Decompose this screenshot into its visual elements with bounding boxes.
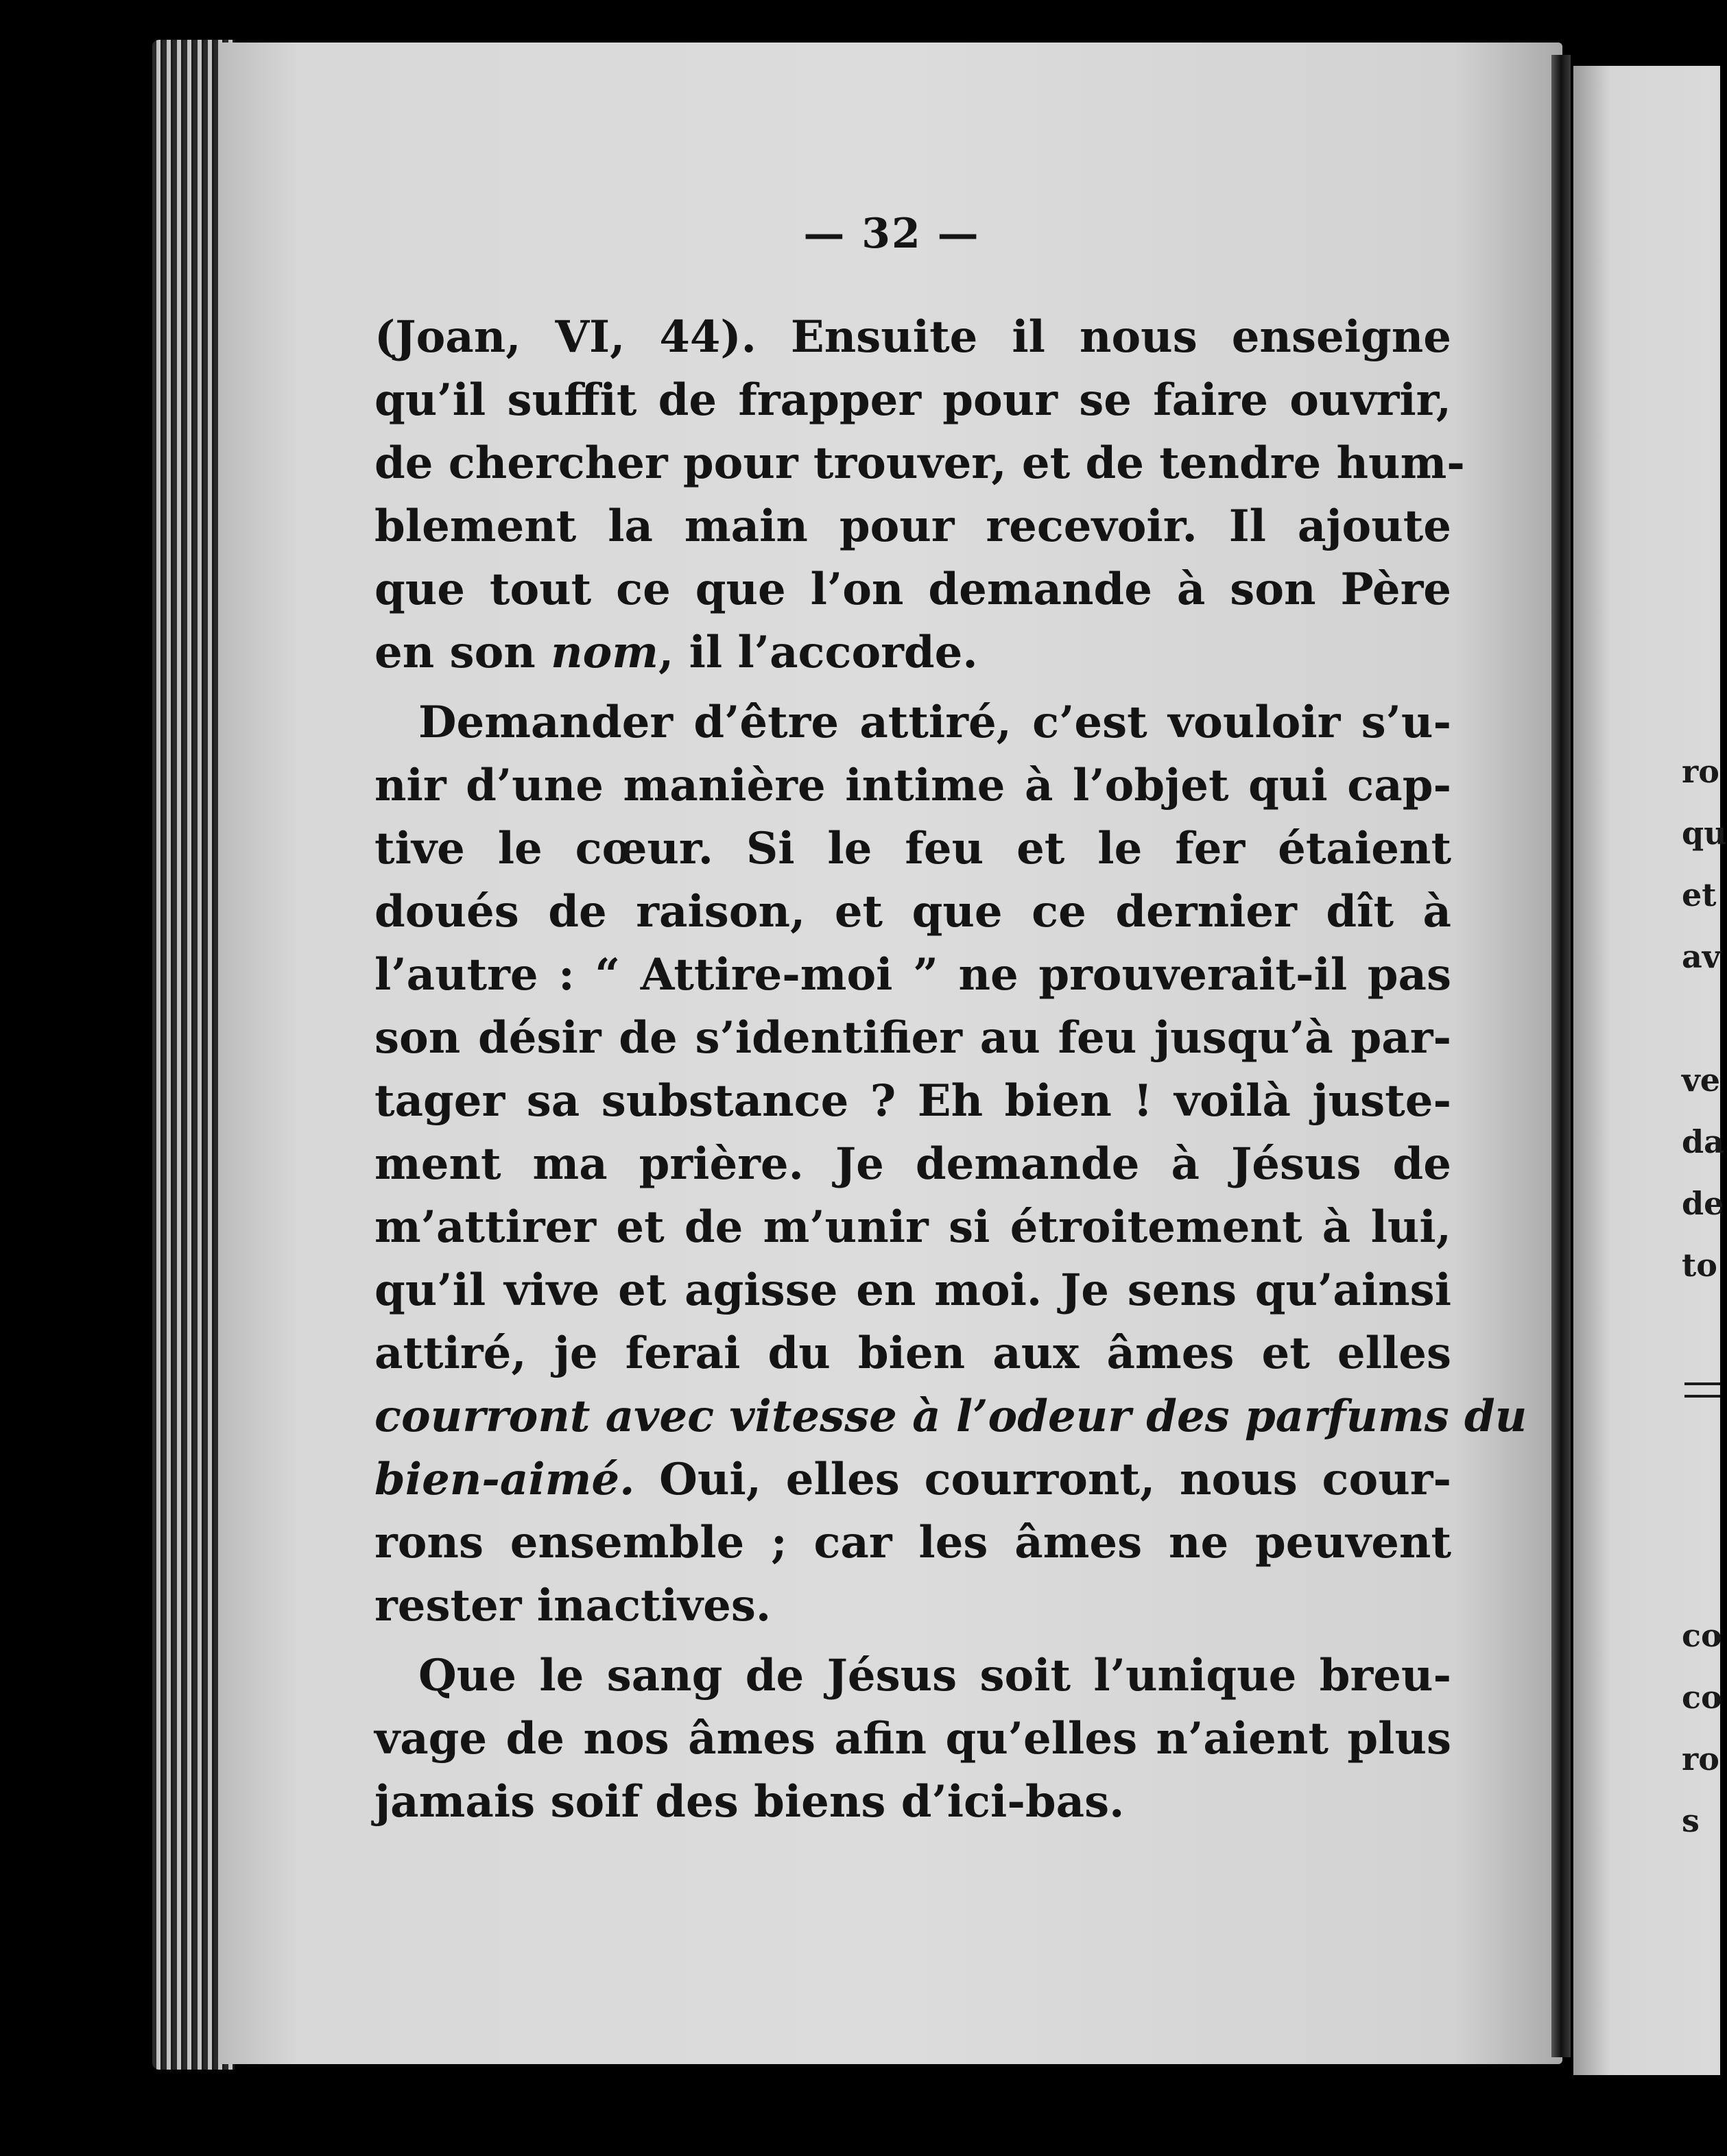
- book-gutter: [1551, 55, 1571, 2057]
- text-line: qu’il vive et agisse en moi. Je sens qu’ainsi: [374, 1265, 1451, 1316]
- text-line: (Joan, VI, 44). Ensuite il nous enseigne: [374, 311, 1451, 363]
- text-line: Que le sang de Jésus soit l’unique breu-: [418, 1650, 1451, 1701]
- text-line: tager sa substance ? Eh bien ! voilà juste-: [374, 1075, 1451, 1127]
- facing-fragment: qu: [1682, 815, 1727, 852]
- text-line: ment ma prière. Je demande à Jésus de: [374, 1138, 1451, 1190]
- facing-fragment: de: [1682, 1185, 1724, 1222]
- text-line: jamais soif des biens d’ici-bas.: [374, 1776, 1125, 1828]
- text-line: [374, 1385, 1527, 1448]
- text-line: nir d’une manière intime à l’objet qui cap-: [374, 760, 1451, 811]
- text-line: Demander d’être attiré, c’est vouloir s’u-: [418, 697, 1451, 748]
- facing-fragment: co: [1682, 1617, 1722, 1654]
- facing-fragment: s: [1682, 1802, 1700, 1839]
- text-line: blement la main pour recevoir. Il ajoute: [374, 501, 1451, 552]
- text-line: rons ensemble ; car les âmes ne peuvent: [374, 1517, 1451, 1568]
- body-text: [374, 306, 1527, 1834]
- paragraph: [374, 1644, 1451, 1834]
- paragraph: [374, 691, 1527, 1638]
- facing-fragment: to: [1682, 1247, 1717, 1284]
- facing-fragment: ro: [1682, 753, 1719, 790]
- facing-rule: [1684, 1382, 1720, 1398]
- page-number: — 32 —: [803, 210, 980, 258]
- text-line: [374, 621, 1451, 684]
- text-line: m’attirer et de m’unir si étroitement à lui,: [374, 1201, 1451, 1253]
- text-line: l’autre : “ Attire-moi ” ne prouverait-il pas: [374, 949, 1451, 1001]
- facing-fragment: et: [1682, 876, 1717, 913]
- text-line: qu’il suffit de frapper pour se faire ouvrir,: [374, 374, 1451, 426]
- text-line: [374, 1448, 1451, 1511]
- text-line: de chercher pour trouver, et de tendre hum-: [374, 438, 1465, 489]
- facing-fragment: ve: [1682, 1062, 1720, 1099]
- text-line: que tout ce que l’on demande à son Père: [374, 564, 1451, 615]
- italic-quote: bien-aimé.: [374, 1454, 635, 1505]
- facing-fragment: av: [1682, 938, 1721, 975]
- text-line: rester inactives.: [374, 1580, 772, 1631]
- facing-fragment: co: [1682, 1679, 1722, 1716]
- facing-fragment: da: [1682, 1123, 1724, 1160]
- italic-quote: courront avec vitesse à l’odeur des parfums du: [374, 1391, 1527, 1442]
- italic-word: nom: [551, 627, 658, 678]
- text-segment: , il l’accorde.: [658, 627, 978, 678]
- facing-fragment: ro: [1682, 1740, 1719, 1777]
- text-line: son désir de s’identifier au feu jusqu’à par-: [374, 1012, 1451, 1064]
- text-line: doués de raison, et que ce dernier dît à: [374, 886, 1451, 937]
- paragraph: [374, 306, 1465, 684]
- text-line: vage de nos âmes afin qu’elles n’aient plus: [374, 1713, 1451, 1764]
- text-line: attiré, je ferai du bien aux âmes et elles: [374, 1328, 1451, 1379]
- text-segment: Oui, elles courront, nous cour-: [634, 1454, 1451, 1505]
- text-segment: en son: [374, 627, 551, 678]
- text-line: tive le cœur. Si le feu et le fer étaient: [374, 823, 1451, 874]
